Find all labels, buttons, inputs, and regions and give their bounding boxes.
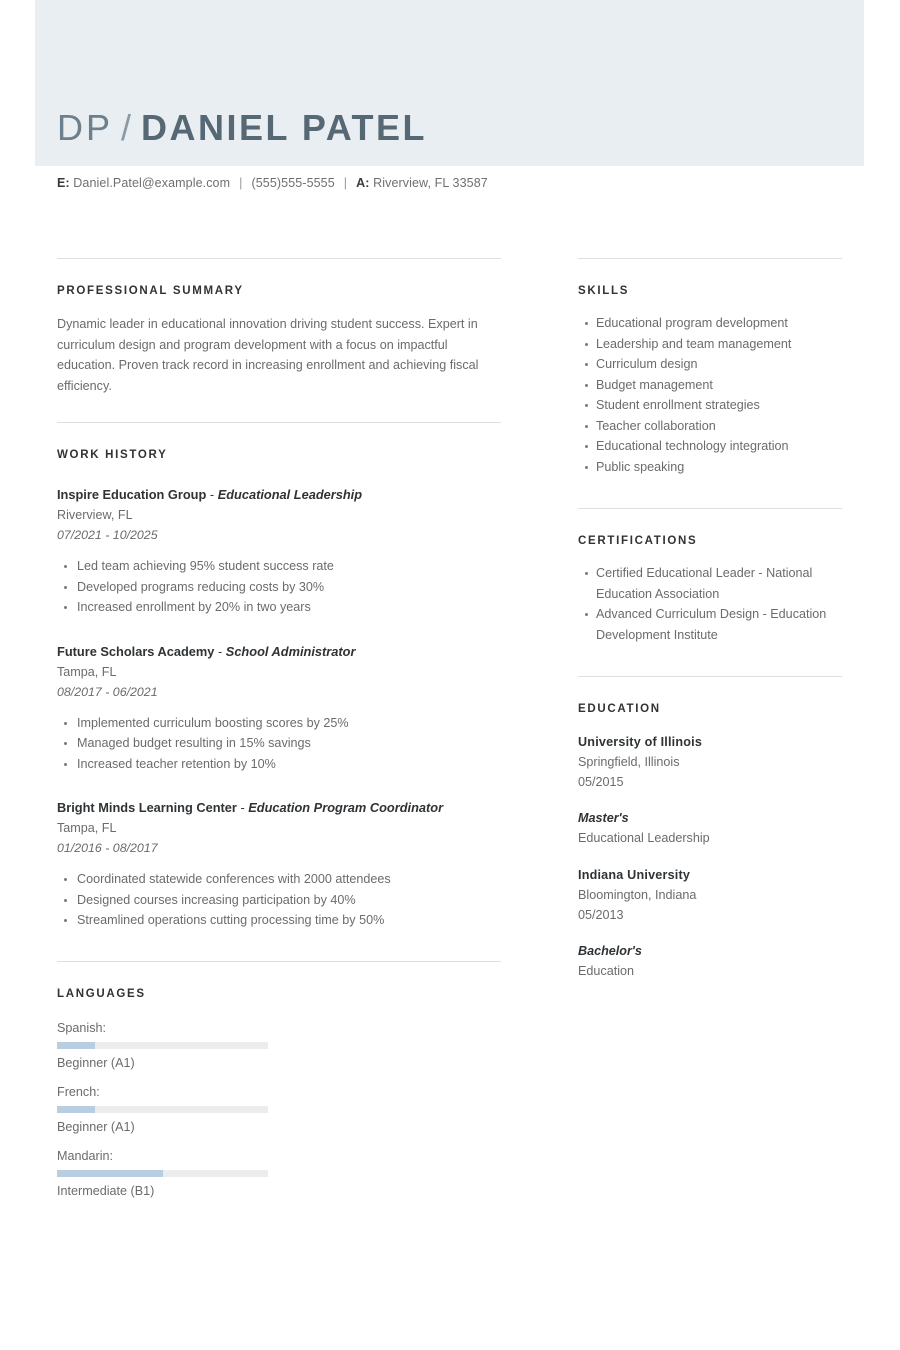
name-separator: / — [121, 107, 132, 148]
education-school: Indiana University — [578, 868, 691, 882]
section-title-languages: LANGUAGES — [57, 987, 146, 1000]
job-bullet: Designed courses increasing participation by 40% — [75, 890, 501, 911]
education-location: Bloomington, Indiana — [578, 888, 697, 902]
job-title-line — [57, 485, 501, 504]
education-date: 05/2015 — [578, 775, 624, 789]
section-title-professional-summary: PROFESSIONAL SUMMARY — [57, 285, 244, 297]
education-field: Education — [578, 964, 635, 978]
divider-education — [578, 676, 842, 677]
job-dash: - — [214, 643, 226, 659]
education-degree: Master's — [578, 811, 629, 825]
left-column — [57, 258, 501, 1210]
job-dates: 01/2016 - 08/2017 — [57, 841, 158, 855]
language-name: French: — [57, 1084, 100, 1099]
email-value: Daniel.Patel@example.com — [73, 176, 231, 190]
language-proficiency-bar — [57, 1042, 268, 1049]
contact-divider-1: | — [239, 176, 243, 190]
divider-languages — [57, 961, 501, 962]
job-bullet: Implemented curriculum boosting scores by 25% — [75, 713, 501, 734]
job-bullet: Developed programs reducing costs by 30% — [75, 577, 501, 598]
language-proficiency-bar — [57, 1170, 268, 1177]
language-level: Intermediate (B1) — [57, 1183, 155, 1198]
education-degree-block — [578, 942, 842, 981]
work-history-entry — [57, 642, 501, 775]
phone-value: (555)555-5555 — [251, 176, 335, 190]
skill-item: Educational program development — [596, 313, 842, 334]
language-level: Beginner (A1) — [57, 1055, 135, 1070]
education-entry — [578, 733, 842, 792]
divider-summary — [57, 258, 501, 259]
certification-item: Certified Educational Leader - National Education Association — [596, 563, 842, 604]
right-column — [578, 258, 842, 981]
skill-item: Teacher collaboration — [596, 416, 842, 437]
section-title-certifications: CERTIFICATIONS — [578, 535, 698, 547]
job-title-line — [57, 798, 501, 817]
job-bullet: Led team achieving 95% student success rate — [75, 556, 501, 577]
work-history-entry — [57, 485, 501, 618]
job-role: Educational Leadership — [217, 487, 363, 502]
job-bullet: Managed budget resulting in 15% savings — [75, 733, 501, 754]
job-bullet-list — [57, 556, 501, 618]
education-location: Springfield, Illinois — [578, 755, 680, 769]
work-history-entry — [57, 798, 501, 931]
job-company: Inspire Education Group — [57, 487, 207, 502]
job-bullet: Streamlined operations cutting processing time by 50% — [75, 910, 501, 931]
education-field: Educational Leadership — [578, 831, 710, 845]
job-role: School Administrator — [225, 643, 356, 659]
job-dash: - — [236, 800, 249, 815]
language-proficiency-fill — [57, 1106, 95, 1113]
job-bullet: Increased enrollment by 20% in two years — [75, 597, 501, 618]
certifications-list — [578, 563, 842, 645]
initials-monogram: DP — [57, 107, 114, 148]
job-company: Future Scholars Academy — [57, 643, 215, 659]
full-name: DANIEL PATEL — [141, 107, 428, 148]
section-title-skills: SKILLS — [578, 285, 630, 297]
job-bullet: Coordinated statewide conferences with 2000 attendees — [75, 869, 501, 890]
job-dash: - — [206, 487, 218, 502]
job-bullet-list — [57, 713, 501, 775]
job-company: Bright Minds Learning Center — [57, 800, 237, 815]
address-value: Riverview, FL 33587 — [373, 176, 488, 190]
skills-list — [578, 313, 842, 477]
divider-work-history — [57, 422, 501, 423]
skill-item: Budget management — [596, 375, 842, 396]
certification-item: Advanced Curriculum Design - Education Development Institute — [596, 604, 842, 645]
language-item — [57, 1082, 268, 1138]
language-item — [57, 1018, 268, 1074]
section-title-work-history: WORK HISTORY — [57, 449, 168, 461]
skill-item: Public speaking — [596, 457, 842, 478]
education-school: University of Illinois — [578, 735, 703, 749]
contact-line — [57, 176, 488, 190]
language-item — [57, 1146, 268, 1202]
divider-skills — [578, 258, 842, 259]
skill-item: Student enrollment strategies — [596, 395, 842, 416]
skill-item: Curriculum design — [596, 354, 842, 375]
header-band — [35, 0, 864, 166]
job-bullet-list — [57, 869, 501, 931]
job-bullet: Increased teacher retention by 10% — [75, 754, 501, 775]
education-date: 05/2013 — [578, 908, 624, 922]
job-role: Education Program Coordinator — [248, 800, 444, 815]
divider-certifications — [578, 508, 842, 509]
email-label: E: — [57, 176, 70, 190]
section-title-education: EDUCATION — [578, 703, 661, 715]
skill-item: Leadership and team management — [596, 334, 842, 355]
job-dates: 08/2017 - 06/2021 — [57, 684, 158, 699]
education-degree-block — [578, 809, 842, 848]
job-location: Tampa, FL — [57, 821, 117, 835]
professional-summary-text: Dynamic leader in educational innovation driving student success. Expert in curriculum design and program development with a focus on impactful education. Proven track record in increasing enrollment and achieving fiscal efficiency. — [57, 317, 479, 393]
name-heading — [57, 107, 428, 148]
address-label: A: — [356, 176, 370, 190]
languages-grid — [57, 1018, 501, 1210]
job-dates: 07/2021 - 10/2025 — [57, 528, 158, 542]
language-proficiency-fill — [57, 1042, 95, 1049]
language-proficiency-fill — [57, 1170, 163, 1177]
skill-item: Educational technology integration — [596, 436, 842, 457]
education-degree: Bachelor's — [578, 944, 642, 958]
language-name: Spanish: — [57, 1020, 107, 1035]
education-entry — [578, 866, 842, 925]
language-level: Beginner (A1) — [57, 1119, 135, 1134]
contact-divider-2: | — [343, 176, 348, 190]
job-location: Riverview, FL — [57, 508, 133, 522]
language-name: Mandarin: — [57, 1148, 114, 1163]
language-proficiency-bar — [57, 1106, 268, 1113]
job-title-line — [57, 642, 501, 661]
job-location: Tampa, FL — [57, 664, 117, 679]
